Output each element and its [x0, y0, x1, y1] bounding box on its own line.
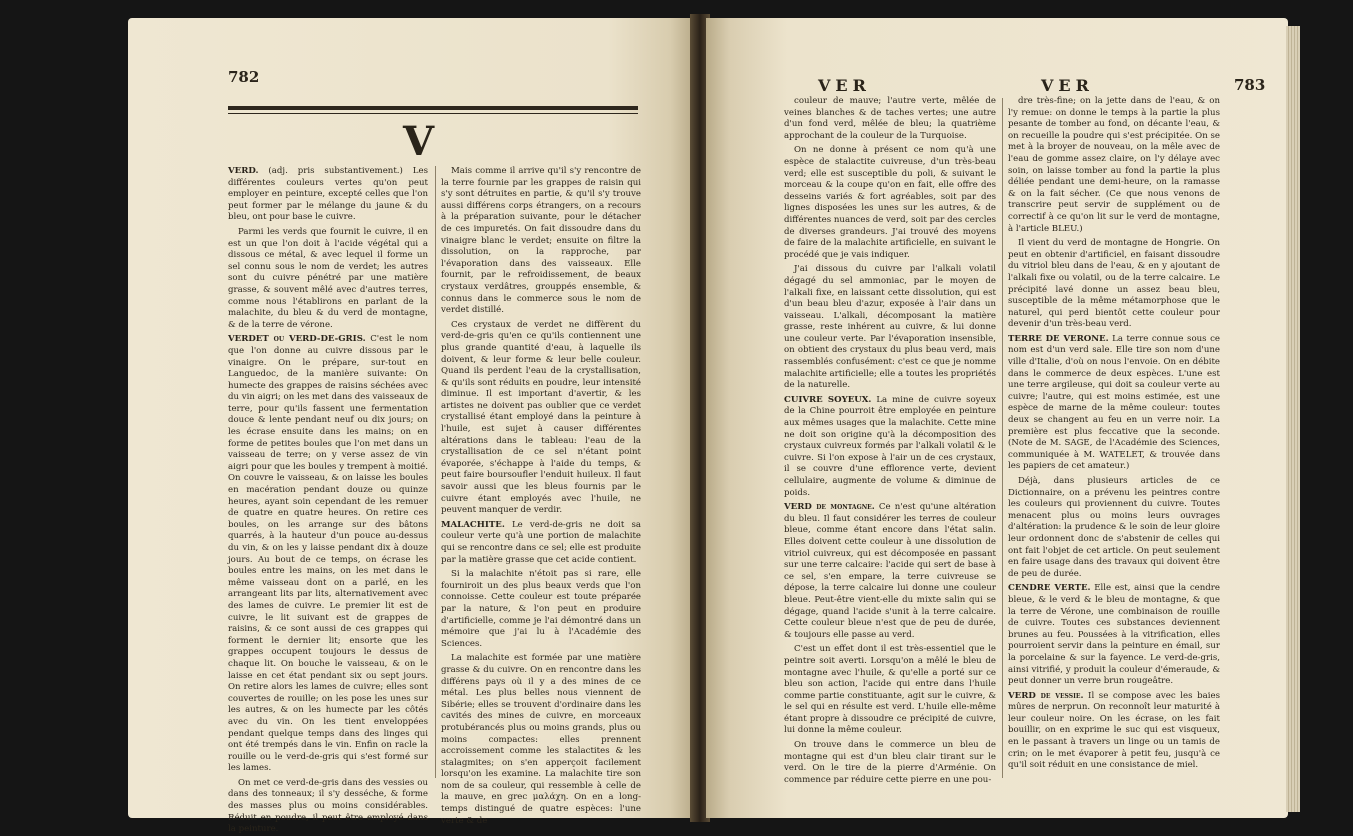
header-rule-thin	[228, 113, 638, 114]
entry-headword: VERD de vessie.	[1008, 690, 1084, 701]
paragraph-text: Mais comme il arrive qu'il s'y rencontre de la terre fournie par les grappes de raisin qui s'y sont détruites en partie, & qu'il s'y trouve aussi différens corps étrangers, on a recours à la préparation suivante, pour le détacher de ces impuretés. On fait dissoudre dans du vinaigre blanc le verdet; ensuite on filtre la dissolution, on la rapproche, par l'évaporation dans des vaisseaux. Elle fournit, par le refroidissement, de beaux crystaux verdâtres, grouppés ensemble, & connus dans le commerce sous le nom de verdet distillé.	[441, 166, 641, 316]
paragraph	[228, 778, 428, 836]
paragraph-text: On trouve dans le commerce un bleu de montagne qui est d'un bleu clair tirant sur le verd. On le tire de la pierre d'Arménie. On commence par réduire cette pierre en une pou-	[784, 740, 996, 785]
page-number: 783	[1234, 76, 1266, 94]
paragraph	[441, 520, 641, 566]
right-column-2	[1008, 96, 1220, 786]
paragraph	[1008, 476, 1220, 580]
paragraph	[228, 227, 428, 331]
column-divider	[435, 166, 436, 778]
running-head-right: VER	[1041, 76, 1094, 95]
paragraph	[1008, 334, 1220, 473]
paragraph-text: C'est un effet dont il est très-essentiel que le peintre soit averti. Lorsqu'on a mêlé le bleu de montagne avec l'huile, & qu'elle a porté sur ce bleu son action, l'acide qui entre dans l'huile comme partie constituante, agit sur le cuivre, & le sel qui en résulte est verd. L'huile elle-même étant propre à dissoudre ce précipité de cuivre, lui donne la même couleur.	[784, 644, 996, 736]
paragraph	[1008, 96, 1220, 235]
paragraph	[784, 395, 996, 499]
paragraph	[441, 320, 641, 517]
paragraph-text: La terre connue sous ce nom est d'un verd sale. Elle tire son nom d'une ville d'Italie, d'où on nous l'envoie. On en débite dans le commerce de deux espèces. L'une est une terre argileuse, qui doit sa couleur verte au cuivre; l'autre, qui est moins estimée, est une espèce de marne de la même couleur: toutes deux se changent au feu en un verre noir. La première est plus feccative que la seconde. (Note de M. SAGE, de l'Académie des Sciences, communiquée à M. WATELET, & trouvée dans les papiers de cet amateur.)	[1008, 333, 1220, 472]
entry-headword: CUIVRE SOYEUX.	[784, 394, 872, 405]
paragraph-text: La malachite est formée par une matière grasse & du cuivre. On en rencontre dans les différens pays où il y a des mines de ce métal. Les plus belles nous viennent de Sibérie; elles se trouvent d'ordinaire dans les cavités des mines de cuivre, en morceaux protubérancés plus ou moins grands, plus ou moins compactes: elles prennent accroissement comme les stalactites & les stalagmites; on s'en apperçoit facilement lorsqu'on les examine. La malachite tire son nom de sa couleur, qui ressemble à celle de la mauve, en grec μαλάχη. On en a long-temps distingué de quatre espèces: l'une verte & de	[441, 653, 641, 826]
paragraph	[784, 740, 996, 786]
paragraph-text: Ce n'est qu'une altération du bleu. Il faut considérer les terres de couleur bleue, comme étant encore dans l'état salin. Elles doivent cette couleur à une dissolution de vitriol cuivreux, qui est décomposée en passant sur une terre calcaire: l'acide qui sert de base à ce sel, s'en empare, la terre cuivreuse se dépose, la terre calcaire lui donne une couleur bleue. Peut-être vient-elle du mixte salin qui se dégage, quand l'acide s'unit à la terre calcaire. Cette couleur bleue n'est que de peu de durée, & toujours elle passe au verd.	[784, 502, 996, 640]
paragraph	[784, 644, 996, 737]
paragraph-text: On ne donne à présent ce nom qu'à une espèce de stalactite cuivreuse, d'un très-beau verd; elle est susceptible du poli, & suivant le morceau & la coupe qu'on en fait, elle offre des desseins variés & fort agréables, soit par des lignes disposées les unes sur les autres, & de différentes nuances de verd, soit par des cercles de diverses grandeurs. J'ai trouvé des moyens de faire de la malachite artificielle, en suivant le procédé que je vais indiquer.	[784, 145, 996, 260]
paragraph	[1008, 691, 1220, 772]
paragraph	[228, 334, 428, 775]
page-number: 782	[228, 68, 260, 86]
paragraph-text: Le verd-de-gris ne doit sa couleur verte qu'à une portion de malachite qui se rencontre dans ce sel; elle est produite par la matière grasse que cet acide contient.	[441, 519, 641, 565]
paragraph	[1008, 238, 1220, 331]
entry-headword: MALACHITE.	[441, 519, 505, 530]
paragraph-text: Déjà, dans plusieurs articles de ce Dictionnaire, on a prévenu les peintres contre les couleurs qui proviennent du cuivre. Toutes menacent plus ou moins leurs ouvrages d'altération: la prudence & le soin de leur gloire leur ordonnent donc de s'abstenir de celles qui ont fait l'objet de cet article. On peut seulement en faire usage dans des travaux qui doivent être de peu de durée.	[1008, 476, 1220, 579]
paragraph-text: La mine de cuivre soyeux de la Chine pourroit être employée en peinture aux mêmes usages que la malachite. Cette mine ne doit son origine qu'à la décomposition des crystaux cuivreux formés par l'alkali volatil & le cuivre. Si l'on expose à l'air un de ces crystaux, il se couvre d'une efflorence verte, devient cellulaire, augmente de volume & diminue de poids.	[784, 394, 996, 498]
entry-headword: TERRE DE VERONE.	[1008, 333, 1109, 344]
paragraph	[441, 569, 641, 650]
entry-headword: VERDET ou VERD-DE-GRIS.	[228, 334, 366, 345]
paragraph-text: J'ai dissous du cuivre par l'alkali volatil dégagé du sel ammoniac, par le moyen de l'alkali fixe, en laissant cette dissolution, qui est d'un beau bleu d'azur, exposée à l'air dans un vaisseau. L'alkali, décomposant la matière grasse, reste inhérent au cuivre, & lui donne une couleur verte. Par l'évaporation insensible, on obtient des crystaux du plus beau verd, mais rassemblés confusément: c'est ce que je nomme malachite artificielle; elle a toutes les propriétés de la naturelle.	[784, 264, 996, 391]
paragraph-text: Ces crystaux de verdet ne diffèrent du verd-de-gris qu'en ce qu'ils contiennent une plus grande quantité d'eau, à laquelle ils doivent, & leur forme & leur belle couleur. Quand ils perdent l'eau de la crystallisation, & qu'ils sont réduits en poudre, leur intensité diminue. Il est important d'avertir, & les artistes ne doivent pas oublier que ce verdet crystallisé étant employé dans la peinture à l'huile, est sujet à causer différentes altérations dans le tableau: l'eau de la crystallisation de ce sel n'étant point évaporée, s'échappe à l'aide du temps, & peut faire boursoufler l'enduit huileux. Il faut savoir aussi que les bleus fournis par le cuivre étant employés avec l'huile, ne peuvent manquer de verdir.	[441, 319, 641, 516]
paragraph-text: couleur de mauve; l'autre verte, mêlée de veines blanches & de taches vertes; une autre d'un fond verd, mêlée de bleu; la quatrième approchant de la couleur de la Turquoise.	[784, 96, 996, 141]
paragraph	[228, 166, 428, 224]
header-rule	[228, 106, 638, 110]
page-edges	[1286, 26, 1300, 812]
left-page	[128, 18, 693, 835]
paragraph	[441, 653, 641, 827]
paragraph	[784, 502, 996, 641]
entry-headword: VERD de montagne.	[784, 502, 875, 513]
column-divider	[1002, 98, 1003, 778]
paragraph-text: Elle est, ainsi que la cendre bleue, & le verd & le bleu de montagne, & que la terre de Vérone, une combinaison de rouille de cuivre. Toutes ces substances deviennent brunes au feu. Poussées à la vitrification, elles pourroient servir dans la peinture en émail, sur la porcelaine & sur la fayence. Le verd-de-gris, ainsi vitrifié, y produit la couleur d'émeraude, & peut donner un verre brun rougeâtre.	[1008, 583, 1220, 687]
paragraph-text: Il se compose avec les baies mûres de nerprun. On reconnoît leur maturité à leur couleur noire. On les écrase, on les fait bouillir, on en exprime le suc qui est visqueux, en le passant à travers un linge ou un tamis de crin; on le met évaporer à petit feu, jusqu'à ce qu'il soit réduit en une consistance de miel.	[1008, 690, 1220, 771]
left-column-1	[228, 166, 428, 835]
entry-headword: CENDRE VERTE.	[1008, 583, 1091, 594]
right-column-1	[784, 96, 996, 786]
paragraph	[1008, 583, 1220, 687]
paragraph	[441, 166, 641, 317]
left-column-2	[441, 166, 641, 826]
paragraph	[784, 96, 996, 142]
right-page	[706, 18, 1288, 818]
paragraph-text: dre très-fine; on la jette dans de l'eau, & on l'y remue: on donne le temps à la partie la plus pesante de tomber au fond, on décante l'eau, & on recueille la poudre qui s'est précipitée. On se met à la broyer de nouveau, on la mêle avec de l'eau de gomme assez claire, on l'y délaye avec soin, on laisse tomber au fond la partie la plus déliée pendant une demi-heure, on la ramasse & on la fait sécher. (Ce que nous venons de transcrire peut servir de supplément ou de correctif à ce qu'on lit sur le verd de montagne, à l'article BLEU.)	[1008, 96, 1220, 234]
paragraph	[784, 264, 996, 392]
paragraph-text: On met ce verd-de-gris dans des vessies ou dans des tonneaux; il s'y desséche, & forme des masses plus ou moins considérables. Réduit en poudre, il peut être employé dans la peinture.	[228, 777, 428, 835]
paragraph	[784, 145, 996, 261]
section-letter: V	[403, 118, 435, 165]
paragraph-text: C'est le nom que l'on donne au cuivre dissous par le vinaigre. On le prépare, sur-tout en Languedoc, de la manière suivante: On humecte des grappes de raisins séchées avec du vin aigri; on les met dans des vaisseaux de terre, pour qu'ils fassent une fermentation douce & lente pendant neuf ou dix jours; on les écrase ensuite dans les mains; on en forme de petites boules que l'on met dans un vaisseau de terre; on y verse assez de vin aigri pour que les boules y trempent à moitié. On couvre le vaisseau, & on laisse les boules en macération pendant douze ou quinze heures, ayant soin cependant de les remuer de quatre en quatre heures. On retire ces boules, on les arrange sur des bâtons quarrés, à la hauteur d'un pouce au-dessus du vin, & on les y laisse pendant dix à douze jours. Au bout de ce temps, on écrase les boules entre les mains, on les met dans le même vaisseau dont on a parlé, en les arrangeant lits par lits, alternativement avec des lames de cuivre. Le premier lit est de cuivre, le lit suivant est de grappes de raisins, & ce sont aussi de ces grappes qui forment le dernier lit; ensorte que les grappes occupent toujours le dessus de chaque lit. On bouche le vaisseau, & on le laisse en cet état pendant six ou sept jours. On retire alors les lames de cuivre; elles sont couvertes de rouille; on les pose les unes sur les autres, & on les humecte par les côtés avec du vin. On les tient enveloppées pendant quelque temps dans des linges qui ont été trempés dans le vin. Enfin on racle la rouille ou le verd-de-gris qui s'est formé sur les lames.	[228, 334, 428, 774]
running-head-left: VER	[818, 76, 871, 95]
paragraph-text: Il vient du verd de montagne de Hongrie. On peut en obtenir d'artificiel, en faisant dissoudre du vitriol bleu dans de l'eau, & en y ajoutant de l'alkali fixe ou volatil, ou de la terre calcaire. Le précipité lavé donne un assez beau bleu, susceptible de la même métamorphose que le naturel, qui perd bientôt cette couleur pour devenir d'un très-beau verd.	[1008, 238, 1220, 330]
paragraph-text: Si la malachite n'étoit pas si rare, elle fourniroit un des plus beaux verds que l'on connoisse. Cette couleur est toute préparée par la nature, & l'on peut en produire d'artificielle, comme je l'ai démontré dans un mémoire que j'ai lu à l'Académie des Sciences.	[441, 569, 641, 649]
paragraph-text: (adj. pris substantivement.) Les différentes couleurs vertes qu'on peut employer en peinture, excepté celles que l'on peut former par le mélange du jaune & du bleu, ont pour base le cuivre.	[228, 166, 428, 223]
paragraph-text: Parmi les verds que fournit le cuivre, il en est un que l'on doit à l'acide végétal qui a dissous ce métal, & avec lequel il forme un sel connu sous le nom de verdet; les autres sont du cuivre pénétré par une matière grasse, & souvent mêlé avec d'autres terres, comme nous l'établirons en parlant de la malachite, du bleu & du verd de montagne, & de la terre de vérone.	[228, 226, 428, 330]
entry-headword: VERD.	[228, 166, 259, 176]
